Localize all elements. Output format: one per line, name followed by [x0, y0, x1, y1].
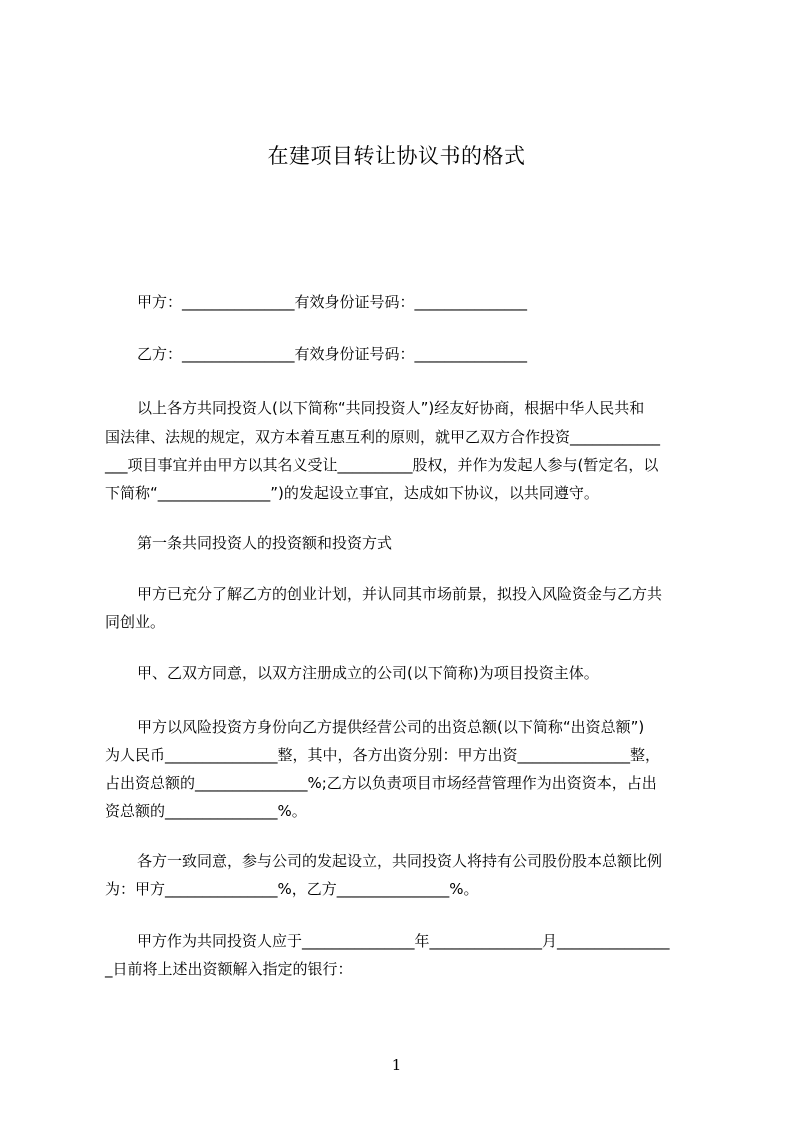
- paragraph-line: 各方一致同意，参与公司的发起设立，共同投资人将持有公司股份股本总额比例: [137, 852, 663, 870]
- paragraph-line: 下简称“_______________”)的发起设立事宜，达成如下协议，以共同遵守。: [105, 484, 599, 502]
- paragraph-line: 国法律、法规的规定，双方本着互惠互利的原则，就甲乙双方合作投资____________: [105, 428, 661, 446]
- article-1-heading: 第一条共同投资人的投资额和投资方式: [137, 534, 393, 552]
- party-b-line: 乙方：_______________有效身份证号码：_______________: [137, 345, 528, 363]
- paragraph-line: _日前将上述出资额解入指定的银行：: [105, 960, 353, 978]
- paragraph-line: 甲方已充分了解乙方的创业计划，并认同其市场前景，拟投入风险资金与乙方共: [137, 585, 663, 603]
- paragraph-line: 为人民币_______________整，其中，各方出资分别：甲方出资_______________整，: [105, 746, 661, 764]
- paragraph-line: 以上各方共同投资人(以下简称“共同投资人”)经友好协商，根据中华人民共和: [137, 399, 645, 417]
- document-title: 在建项目转让协议书的格式: [267, 144, 526, 168]
- article-1-paragraph-2: 甲、乙双方同意，以双方注册成立的公司(以下简称)为项目投资主体。: [137, 664, 599, 682]
- paragraph-line: 占出资总额的_______________%;乙方以负责项目市场经营管理作为出资资本，占出: [105, 774, 657, 792]
- paragraph-line: 甲方以风险投资方身份向乙方提供经营公司的出资总额(以下简称“出资总额”): [137, 718, 645, 736]
- paragraph-line: 为：甲方_______________%，乙方_______________%。: [105, 880, 479, 898]
- paragraph-line: 资总额的_______________%。: [105, 802, 307, 820]
- party-a-line: 甲方：_______________有效身份证号码：_______________: [137, 293, 528, 311]
- paragraph-line: ___项目事宜并由甲方以其名义受让__________股权，并作为发起人参与(暂定名，以: [105, 456, 659, 474]
- page-number: 1: [391, 1056, 402, 1074]
- paragraph-line: 同创业。: [105, 613, 166, 631]
- paragraph-line: 甲方作为共同投资人应于_______________年_______________月_______________: [137, 932, 670, 950]
